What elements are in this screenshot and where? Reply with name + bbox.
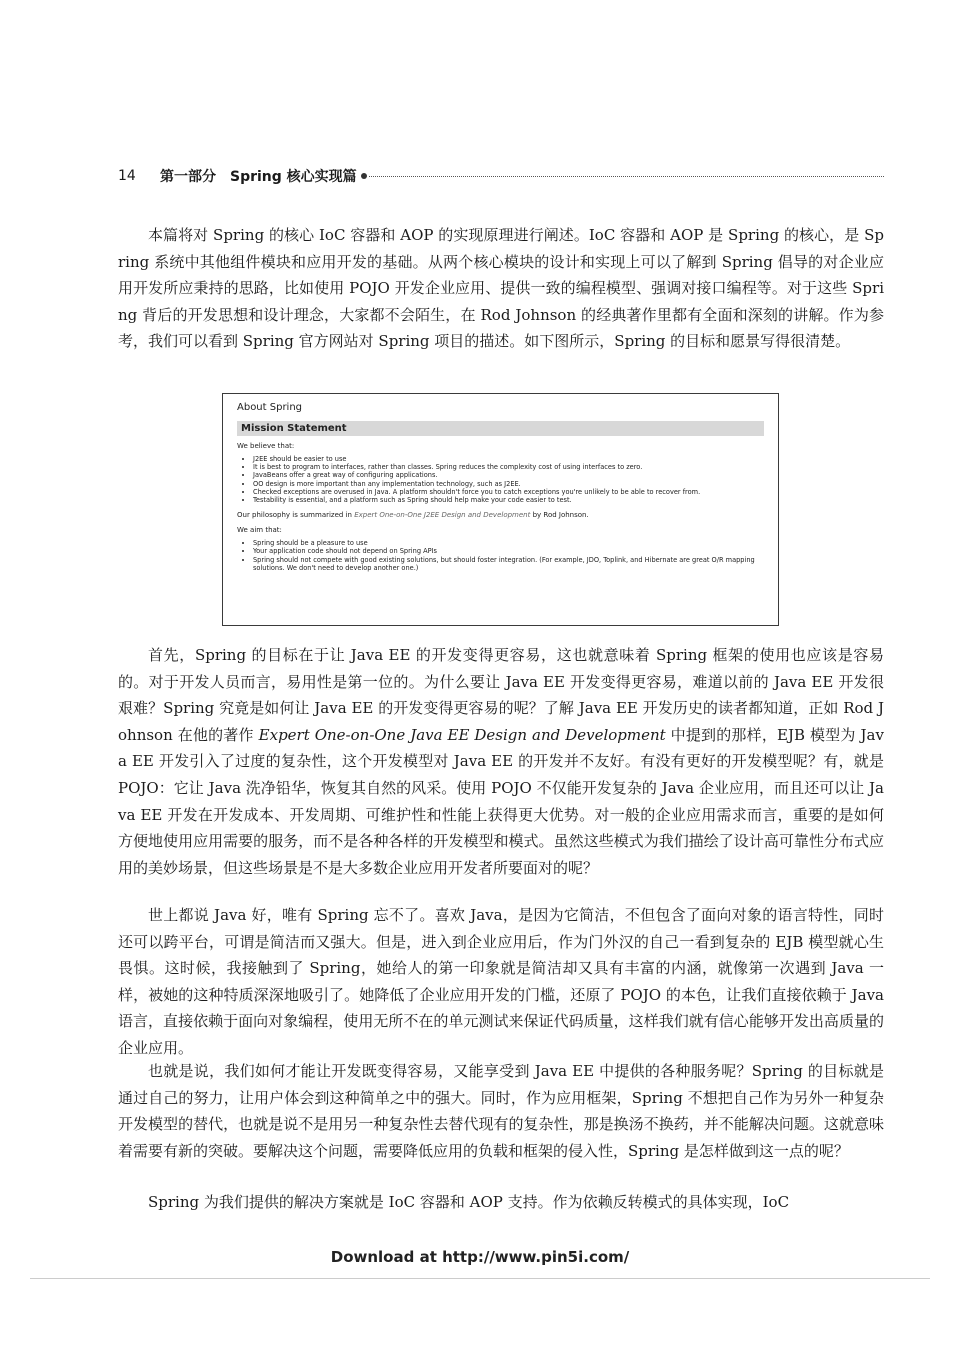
philosophy-book: Expert One-on-One J2EE Design and Development xyxy=(354,511,531,520)
list-item: • OO design is more important than any implementation technology, such as J2EE. xyxy=(253,480,764,488)
philosophy-author: by Rod Johnson. xyxy=(530,511,589,520)
download-footer: Download at http://www.pin5i.com/ xyxy=(330,1248,630,1266)
paragraph-intro: 本篇将对 Spring 的核心 IoC 容器和 AOP 的实现原理进行阐述。IoC 容器和 AOP 是 Spring 的核心，是 Spring 系统中其他组件模块和应用开发的基础。从两个核心模块的设计和实现上可以了解到 Spring 倡导的对企业应用开发所应秉持的思路，比如使用 POJO 开发企业应用、提供一致的编程模型、强调对接口编程等。对于这些 Spring 背后的开发思想和设计理念，大家都不会陌生，在 Rod Johnson 的经典著作里都有全面和深刻的讲解。作为参考，我们可以看到 Spring 官方网站对 Spring 项目的描述。如下图所示，Spring 的目标和愿景写得很清楚。 xyxy=(118,226,884,351)
paragraph-solution: Spring 为我们提供的解决方案就是 IoC 容器和 AOP 支持。作为依赖反转模式的具体实现，IoC xyxy=(148,1193,790,1211)
list-item: • JavaBeans offer a great way of configuring applications. xyxy=(253,471,764,479)
paragraph-first xyxy=(118,642,884,881)
philosophy-text: Our philosophy is summarized in xyxy=(237,511,355,520)
figure-section-bar: Mission Statement xyxy=(237,421,764,436)
paragraph-goal: 也就是说，我们如何才能让开发既变得容易，又能享受到 Java EE 中提供的各种服务呢？Spring 的目标就是通过自己的努力，让用户体会到这种简单之中的强大。同时，作为应用框架，Spring 不想把自己作为另外一种复杂开发模型的替代，也就是说不是用另一种复杂性去替代现有的复杂性，那是换汤不换药，并不能解决问题。这就意味着需要有新的突破。要解决这个问题，需要降低应用的负载和框架的侵入性，Spring 是怎样做到这一点的呢？ xyxy=(118,1062,884,1160)
bottom-rule xyxy=(30,1278,930,1279)
running-header xyxy=(118,165,884,187)
spring-mission-figure xyxy=(222,393,779,626)
beliefs-list xyxy=(237,455,764,504)
list-item: • Checked exceptions are overused in Java. A platform shouldn't force you to catch exceptions you're unlikely to be able to recover from. xyxy=(253,488,764,496)
paragraph-text: 首先，Spring 的目标在于让 Java EE 的开发变得更容易，这也就意味着 Spring 框架的使用也应该是容易的。对于开发人员而言，易用性是第一位的。为什么要让 Java EE 开发变得更容易，难道以前的 Java EE 开发很艰难？Spring 究竟是如何让 Java EE 的开发变得更容易的呢？了解 Java EE 开发历史的读者都知道，正如 Rod Johnson 在他的著作 xyxy=(118,646,884,744)
list-item: • It is best to program to interfaces, rather than classes. Spring reduces the complexity cost of using interfaces to zero. xyxy=(253,463,764,471)
figure-title: About Spring xyxy=(237,402,303,413)
header-dot xyxy=(361,173,367,179)
paragraph-java: 世上都说 Java 好，唯有 Spring 忘不了。喜欢 Java，是因为它简洁，不但包含了面向对象的语言特性，同时还可以跨平台，可谓是简洁而又强大。但是，进入到企业应用后，作为门外汉的自己一看到复杂的 EJB 模型就心生畏惧。这时候，我接触到了 Spring，她给人的第一印象就是简洁却又具有丰富的内涵，就像第一次遇到 Java 一样，被她的这种特质深深地吸引了。她降低了企业应用开发的门槛，还原了 POJO 的本色，让我们直接依赖于 Java 语言，直接依赖于面向对象编程，使用无所不在的单元测试来保证代码质量，这样我们就有信心能够开发出高质量的企业应用。 xyxy=(118,906,884,1057)
list-item: • J2EE should be easier to use xyxy=(253,455,764,463)
figure-aims-intro: We aim that: xyxy=(237,526,282,535)
part-label: 第一部分 xyxy=(160,169,216,185)
aims-list xyxy=(237,539,764,572)
header-rule xyxy=(369,176,884,177)
paragraph-text: 中提到的那样，EJB 模型为 Java EE 开发引入了过度的复杂性，这个开发模型对 Java EE 的开发并不友好。有没有更好的开发模型呢？有，就是 POJO：它让 Java 洗净铅华，恢复其自然的风采。使用 POJO 不仅能开发复杂的 Java 企业应用，而且还可以让 Java EE 开发在开发成本、开发周期、可维护性和性能上获得更大优势。对一般的企业应用需求而言，重要的是如何方便地使用应用需要的服务，而不是各种各样的开发模型和模式。虽然这些模式为我们描绘了设计高可靠性分布式应用的美妙场景，但这些场景是不是大多数企业应用开发者所要面对的呢？ xyxy=(118,725,884,877)
page-number: 14 xyxy=(118,168,136,184)
part-title: Spring 核心实现篇 xyxy=(230,169,357,185)
figure-beliefs-intro: We believe that: xyxy=(237,442,295,450)
list-item: • Your application code should not depend on Spring APIs xyxy=(253,547,764,555)
list-item: • Spring should be a pleasure to use xyxy=(253,539,764,547)
list-item: • Testability is essential, and a platform such as Spring should help make your code easier to test. xyxy=(253,496,764,504)
book-title: Expert One-on-One Java EE Design and Development xyxy=(258,725,666,744)
list-item: • Spring should not compete with good existing solutions, but should foster integration. (For example, JDO, Toplink, and Hibernate are great O/R mapping solutions. We don't need to develop another one.) xyxy=(253,556,764,572)
figure-philosophy xyxy=(237,511,764,520)
